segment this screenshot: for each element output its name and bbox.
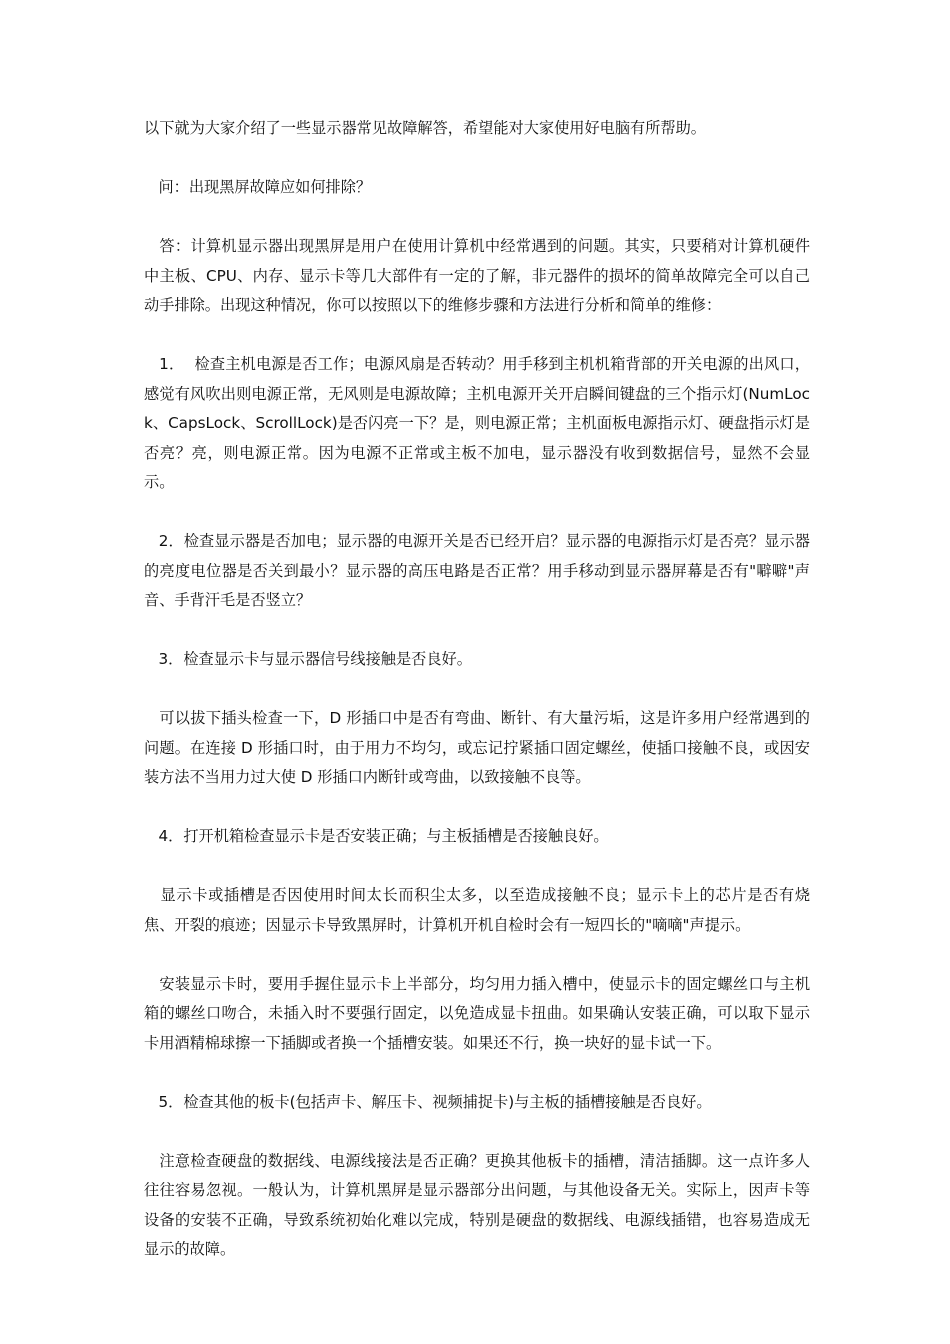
step-4-paragraph: 4．打开机箱检查显示卡是否安装正确；与主板插槽是否接触良好。 xyxy=(144,827,609,845)
step-4-detail-paragraph: 显示卡或插槽是否因使用时间太长而积尘太多，以至造成接触不良；显示卡上的芯片是否有烧焦、开裂的痕迹；因显示卡导致黑屏时，计算机开机自检时会有一短四长的"嘀嘀"声提示。 xyxy=(144,886,811,934)
question-paragraph: 问：出现黑屏故障应如何排除？ xyxy=(144,178,372,196)
step-5-paragraph: 5．检查其他的板卡(包括声卡、解压卡、视频捕捉卡)与主板的插槽接触是否良好。 xyxy=(144,1092,712,1111)
step-4-install-paragraph: 安装显示卡时，要用手握住显示卡上半部分，均匀用力插入槽中，使显示卡的固定螺丝口与主机箱的螺丝口吻合，未插入时不要强行固定，以免造成显卡扭曲。如果确认安装正确，可以取下显示卡用酒精棉球擦一下插脚或者换一个插槽安装。如果还不行，换一块好的显卡试一下。 xyxy=(144,974,811,1052)
step-3-paragraph: 3．检查显示卡与显示器信号线接触是否良好。 xyxy=(144,650,472,668)
document-body xyxy=(144,114,810,1294)
step-2-paragraph: 2．检查显示器是否加电；显示器的电源开关是否已经开启？显示器的电源指示灯是否亮？显示器的亮度电位器是否关到最小？显示器的高压电路是否正常？用手移动到显示器屏幕是否有"噼噼"声音、手背汗毛是否竖立？ xyxy=(144,532,810,609)
step-5-detail-paragraph: 注意检查硬盘的数据线、电源线接法是否正确？更换其他板卡的插槽，清洁插脚。这一点许多人往往容易忽视。一般认为，计算机黑屏是显示器部分出问题，与其他设备无关。实际上，因声卡等设备的安装不正确，导致系统初始化难以完成，特别是硬盘的数据线、电源线插错，也容易造成无显示的故障。 xyxy=(144,1151,811,1258)
answer-paragraph: 答：计算机显示器出现黑屏是用户在使用计算机中经常遇到的问题。其实，只要稍对计算机硬件中主板、CPU、内存、显示卡等几大部件有一定的了解，非元器件的损坏的简单故障完全可以自己动手排除。出现这种情况，你可以按照以下的维修步骤和方法进行分析和简单的维修： xyxy=(144,237,811,314)
step-3-detail-paragraph: 可以拔下插头检查一下，D 形插口中是否有弯曲、断针、有大量污垢，这是许多用户经常遇到的问题。在连接 D 形插口时，由于用力不均匀，或忘记拧紧插口固定螺丝，使插口接触不良，或因安装方法不当用力过大使 D 形插口内断针或弯曲，以致接触不良等。 xyxy=(144,709,810,786)
intro-paragraph: 以下就为大家介绍了一些显示器常见故障解答，希望能对大家使用好电脑有所帮助。 xyxy=(144,119,706,137)
step-1-paragraph: 1． 检查主机电源是否工作；电源风扇是否转动？用手移到主机机箱背部的开关电源的出风口，感觉有风吹出则电源正常，无风则是电源故障；主机电源开关开启瞬间键盘的三个指示灯(NumLock、CapsLock、ScrollLock)是否闪亮一下？是，则电源正常；主机面板电源指示灯、硬盘指示灯是否亮？亮，则电源正常。因为电源不正常或主板不加电，显示器没有收到数据信号，显然不会显示。 xyxy=(144,355,810,491)
